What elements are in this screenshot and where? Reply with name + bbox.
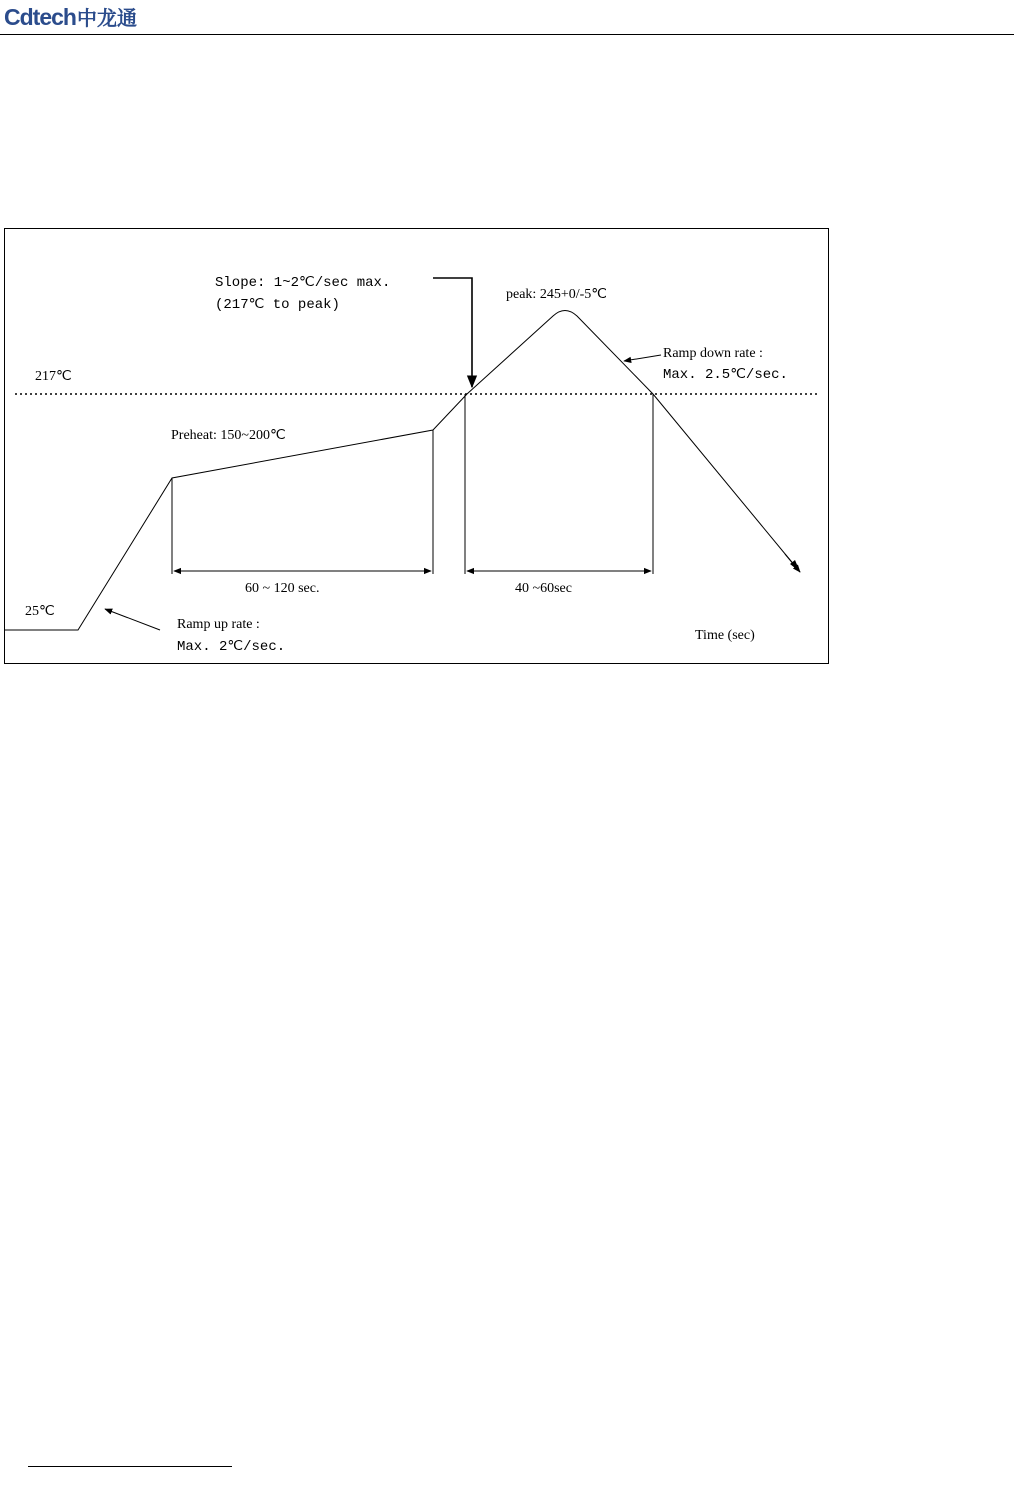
company-logo	[4, 2, 137, 32]
ramp-up-label-line2: Max. 2℃/sec.	[177, 639, 286, 655]
ramp-up-callout-arrow	[105, 609, 160, 630]
ramp-down-label-line1: Ramp down rate :	[663, 346, 763, 361]
header-divider	[0, 34, 1014, 35]
ambient-temp-label: 25℃	[25, 604, 55, 619]
logo-cjk-text: 中龙通	[76, 6, 137, 30]
ramp-up-label-line1: Ramp up rate :	[177, 617, 260, 632]
time-axis-label: Time (sec)	[695, 628, 755, 643]
peak-label: peak: 245+0/-5℃	[506, 287, 607, 302]
profile-end-arrow	[785, 554, 800, 572]
ramp-down-callout-arrow	[624, 355, 661, 361]
slope-callout-arrow	[433, 278, 472, 387]
preheat-duration-label: 60 ~ 120 sec.	[245, 581, 320, 596]
slope-label-line2: (217℃ to peak)	[215, 297, 340, 313]
logo-latin-text: Cdtech	[4, 4, 76, 30]
preheat-label: Preheat: 150~200℃	[171, 428, 286, 443]
footnote-divider	[28, 1466, 232, 1467]
reflow-profile-diagram	[4, 228, 829, 664]
reflow-profile-svg	[5, 229, 830, 665]
slope-label-line1: Slope: 1~2℃/sec max.	[215, 275, 391, 291]
reflow-duration-label: 40 ~60sec	[515, 581, 572, 596]
liquidus-temp-label: 217℃	[35, 369, 72, 384]
ramp-down-label-line2: Max. 2.5℃/sec.	[663, 367, 788, 383]
